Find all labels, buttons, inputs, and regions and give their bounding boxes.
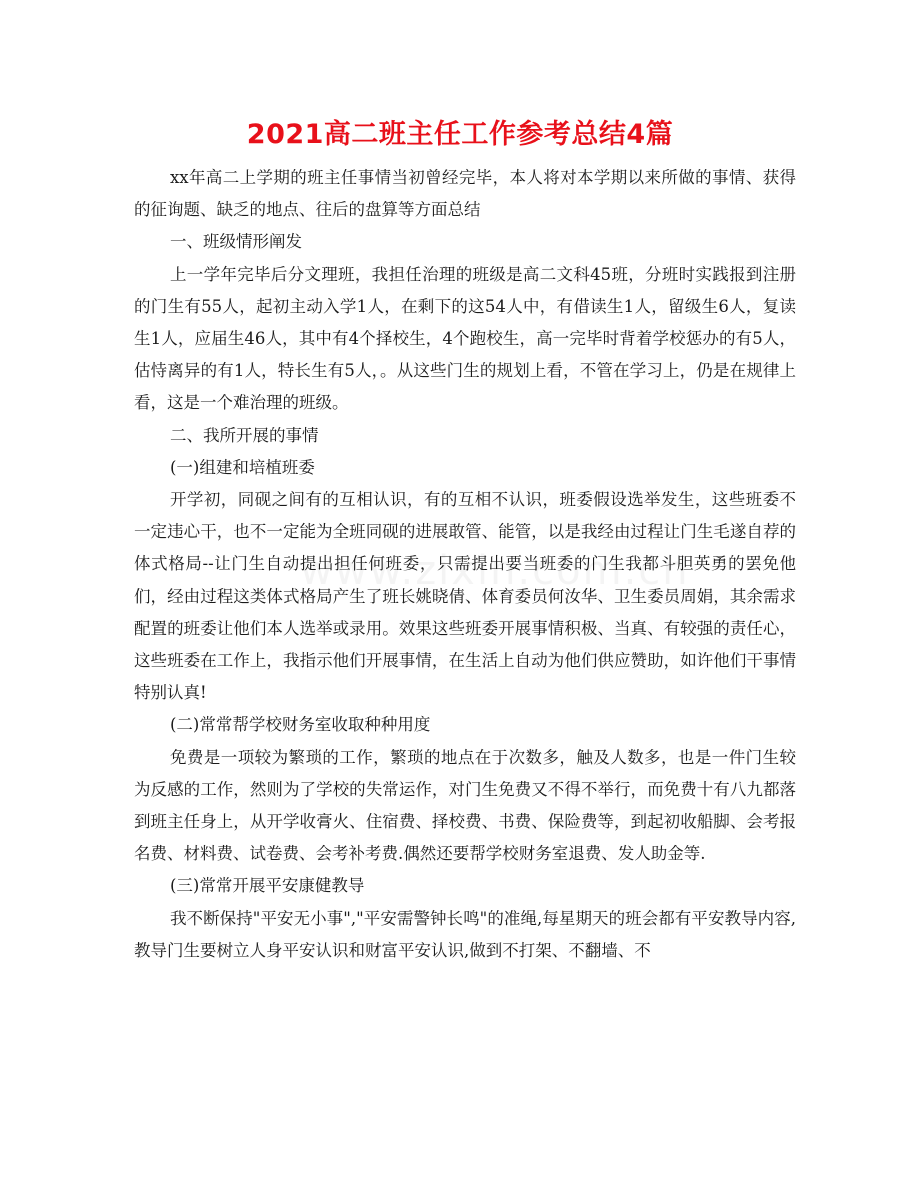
intro-paragraph: xx年高二上学期的班主任事情当初曾经完毕，本人将对本学期以来所做的事情、获得的征询题、缺乏的地点、往后的盘算等方面总结 [134,168,796,220]
document-title: 2021高二班主任工作参考总结4篇 [246,119,674,150]
document-body [134,162,796,967]
fee-collection-paragraph: 免费是一项较为繁琐的工作，繁琐的地点在于次数多，触及人数多，也是一件门生较为反感的工作，然则为了学校的失常运作，对门生免费又不得不举行，而免费十有八九都落到班主任身上，从开学收膏火、住宿费、择校费、书费、保险费等，到起初收船脚、会考报名费、材料费、试卷费、会考补考费.偶然还要帮学校财务室退费、发人助金等. [134,747,796,864]
subheading-safety-education: (三)常常开展平安康健教导 [170,876,365,896]
subheading-class-committee: (一)组建和培植班委 [170,457,315,477]
class-analysis-paragraph: 上一学年完毕后分文理班，我担任治理的班级是高二文科45班，分班时实践报到注册的门生有55人，起初主动入学1人，在剩下的这54人中，有借读生1人，留级生6人，复读生1人，应届生46人，其中有4个择校生，4个跑校生，高一完毕时背着学校惩办的有5人，估恃离异的有1人，特长生有5人，。从这些门生的规划上看，不管在学习上，仍是在规律上看，这是一个难治理的班级。 [134,264,796,413]
class-committee-paragraph: 开学初，同砚之间有的互相认识，有的互相不认识，班委假设选举发生，这些班委不一定违心干，也不一定能为全班同砚的进展敢管、能管，以是我经由过程让门生毛遂自荐的体式格局--让门生自动提出担任何班委，只需提出要当班委的门生我都斗胆英勇的罢免他们，经由过程这类体式格局产生了班长姚晓倩、体育委员何汝华、卫生委员周娟，其余需求配置的班委让他们本人选举或录用。效果这些班委开展事情积极、当真、有较强的责任心，这些班委在工作上，我指示他们开展事情，在生活上自动为他们供应赞助，如许他们干事情特别认真! [134,490,796,703]
safety-education-paragraph: 我不断保持"平安无小事","平安需警钟长鸣"的准绳,每星期天的班会都有平安教导内容,教导门生要树立人身平安认识和财富平安认识,做到不打架、不翻墙、不 [134,908,796,960]
section-heading-work-done: 二、我所开展的事情 [170,425,319,445]
section-heading-class-analysis: 一、班级情形阐发 [170,232,302,252]
subheading-fee-collection: (二)常常帮学校财务室收取种种用度 [170,715,431,735]
